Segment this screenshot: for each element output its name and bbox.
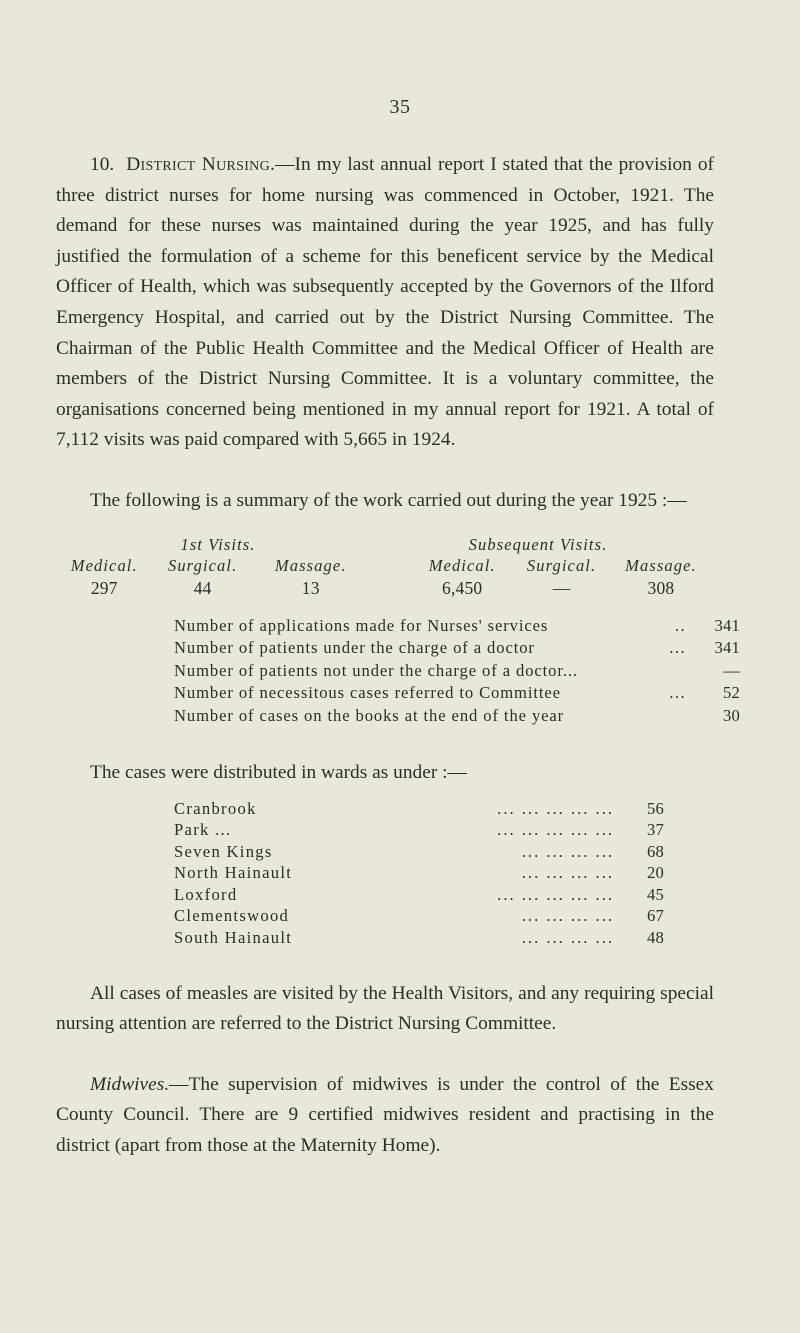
list-item (174, 884, 664, 906)
visits-table-group-header-row (56, 535, 714, 555)
list-item-label: Number of cases on the books at the end of the year (174, 705, 565, 725)
list-item (174, 862, 664, 884)
leader-dots: ... ... ... ... ... (497, 798, 614, 818)
visits-value-massage-subsequent: 308 (647, 577, 675, 598)
list-item-label: Number of patients not under the charge of a doctor... (174, 660, 579, 680)
leader-dots: ... ... ... ... ... (497, 884, 614, 904)
list-item-value: 30 (723, 705, 740, 725)
leader-dots: ... ... ... ... (521, 906, 614, 926)
em-dash: — (275, 154, 295, 175)
em-dash: — (169, 1073, 189, 1095)
list-item-label: Number of patients under the charge of a doctor (174, 638, 535, 658)
ward-value: 68 (647, 841, 664, 861)
list-item (174, 615, 740, 638)
paragraph-district-nursing-text: In my last annual report I stated that the provision of three district nurses for home nursing was commenced in October, 1921. The demand for these nurses was maintained during the year 1925, and has fully justified the formulation of a scheme for this beneficent service by the Medical Officer of Health, which was subsequently accepted by the Governors of the Ilford Emergency Hospital, and carried out by the District Nursing Committee. The Chairman of the Public Health Committee and the Medical Officer of Health are members of the District Nursing Committee. It is a voluntary committee, the organisations concerned being mentioned in my annual report for 1921. A total of 7,112 visits was paid compared with 5,665 in 1924. (56, 154, 714, 451)
list-item (174, 798, 664, 820)
visits-col-header-massage-subsequent: Massage. (625, 555, 697, 575)
visits-value-surgical-subsequent: — (552, 577, 571, 598)
list-item-label: Number of applications made for Nurses' services (174, 615, 549, 635)
list-item-value: — (723, 660, 740, 680)
visits-group-header-subsequent: Subsequent Visits. (468, 534, 608, 554)
visits-value-massage-first: 13 (301, 577, 320, 598)
visits-value-surgical-first: 44 (193, 577, 212, 598)
visits-col-header-medical-first: Medical. (70, 555, 138, 575)
ward-value: 48 (647, 928, 664, 948)
section-heading-midwives: Midwives. (90, 1073, 170, 1095)
ward-value: 67 (647, 906, 664, 926)
visits-table-column-header-row (56, 556, 714, 576)
ward-value: 37 (647, 820, 664, 840)
wards-list (174, 798, 664, 949)
spacer (56, 456, 714, 486)
section-heading-district-nursing: District Nursing. (126, 154, 276, 175)
visits-col-header-medical-subsequent: Medical. (428, 555, 496, 575)
list-item (174, 841, 664, 863)
leader-dots: .. (674, 615, 686, 635)
visits-value-medical-subsequent: 6,450 (442, 577, 483, 598)
ward-name: Park ... (174, 820, 232, 840)
paragraph-summary-intro: The following is a summary of the work carried out during the year 1925 :— (90, 489, 687, 511)
leader-dots: ... ... ... ... (521, 928, 614, 948)
visits-col-header-surgical-subsequent: Surgical. (526, 555, 597, 575)
list-item-label: Number of necessitous cases referred to Committee (174, 683, 561, 703)
ward-value: 56 (647, 798, 664, 818)
list-item (174, 682, 740, 705)
number-of-list (174, 615, 740, 728)
list-item-value: 52 (723, 683, 740, 703)
list-item (174, 905, 664, 927)
spacer (56, 1040, 714, 1070)
paragraph-measles: All cases of measles are visited by the Health Visitors, and any requiring special nursing attention are referred to the District Nursing Committee. (56, 982, 714, 1035)
paragraph-midwives (56, 1070, 714, 1162)
ward-name: Loxford (174, 884, 238, 904)
leader-dots: ... (669, 683, 686, 703)
visits-col-header-surgical-first: Surgical. (167, 555, 238, 575)
list-item-value: 341 (714, 638, 740, 658)
paragraph-midwives-text: The supervision of midwives is under the control of the Essex County Council. There are 9 certified midwives resident and practising in the district (apart from those at the Maternity Home). (56, 1073, 714, 1157)
list-item (174, 705, 740, 728)
visits-value-spacer (369, 578, 410, 599)
visits-col-spacer (369, 556, 410, 576)
visits-value-medical-first: 297 (90, 577, 118, 598)
visits-table-value-row (56, 578, 714, 599)
list-item (174, 927, 664, 949)
leader-dots: ... ... ... ... (521, 863, 614, 883)
paragraph-district-nursing (56, 150, 714, 456)
ward-value: 20 (647, 863, 664, 883)
visits-group-header-first: 1st Visits. (180, 534, 256, 554)
paragraph-wards-intro: The cases were distributed in wards as under :— (90, 761, 467, 783)
spacer (56, 949, 714, 979)
list-item-value: 341 (714, 615, 740, 635)
visits-table (56, 535, 714, 599)
list-item (174, 637, 740, 660)
leader-dots: ... ... ... ... ... (497, 820, 614, 840)
ward-name: North Hainault (174, 863, 293, 883)
list-item (174, 819, 664, 841)
section-number: 10. (90, 154, 115, 175)
page-body (56, 150, 740, 1162)
ward-name: Seven Kings (174, 841, 273, 861)
leader-dots: ... ... ... ... (521, 841, 614, 861)
leader-dots: ... (669, 638, 686, 658)
ward-name: South Hainault (174, 928, 293, 948)
ward-name: Clementswood (174, 906, 290, 926)
ward-value: 45 (647, 884, 664, 904)
ward-name: Cranbrook (174, 798, 257, 818)
visits-col-header-massage-first: Massage. (274, 555, 347, 575)
list-item (174, 660, 740, 683)
page-number: 35 (389, 96, 411, 118)
